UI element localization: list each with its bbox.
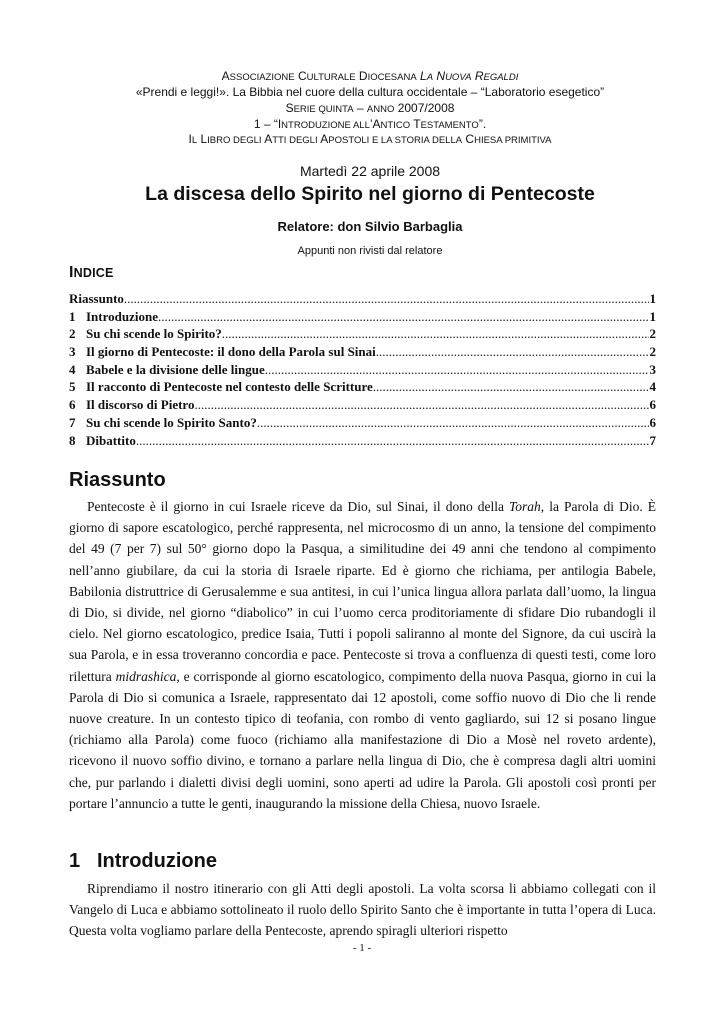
header-line-5: IL LIBRO DEGLI ATTI DEGLI APOSTOLI E LA STORIA DELLA CHIESA PRIMITIVA bbox=[188, 132, 552, 146]
toc-leader-dots bbox=[376, 343, 649, 361]
toc-entry-number: 3 bbox=[69, 344, 76, 360]
toc-leader-dots bbox=[194, 396, 648, 414]
emphasis-torah: Torah bbox=[509, 499, 541, 514]
header-line-3: SERIE QUINTA – ANNO 2007/2008 bbox=[285, 101, 455, 115]
header-line-1: ASSOCIAZIONE CULTURALE DIOCESANA LA NUOVA REGALDI bbox=[221, 69, 519, 83]
toc-entry-number: 8 bbox=[69, 432, 76, 448]
toc-entry[interactable] bbox=[69, 378, 656, 396]
toc-entry-label: Dibattito bbox=[86, 432, 136, 448]
toc-entry-page: 6 bbox=[649, 397, 656, 413]
toc-entry-page: 1 bbox=[649, 291, 656, 306]
toc-entry[interactable] bbox=[69, 325, 656, 343]
toc-entry-page: 6 bbox=[649, 414, 656, 430]
toc-entry-number: 5 bbox=[69, 379, 76, 395]
toc-entry-number: 1 bbox=[69, 308, 76, 324]
toc-entry-label: Il discorso di Pietro bbox=[86, 397, 195, 413]
toc-entry[interactable] bbox=[69, 290, 656, 308]
toc-entry-label: Il racconto di Pentecoste nel contesto delle Scritture bbox=[86, 379, 373, 395]
page-number: - 1 - bbox=[352, 942, 372, 954]
toc-entry[interactable] bbox=[69, 308, 656, 326]
speaker-line: Relatore: don Silvio Barbaglia bbox=[277, 219, 463, 234]
toc-leader-dots bbox=[124, 290, 649, 308]
section-heading-riassunto: Riassunto bbox=[69, 469, 166, 491]
toc-entry[interactable] bbox=[69, 432, 656, 450]
toc-entry-number: 4 bbox=[69, 361, 76, 377]
toc-entry-number: 6 bbox=[69, 397, 76, 413]
notes-disclaimer: Appunti non rivisti dal relatore bbox=[297, 245, 443, 257]
toc-entry-page: 3 bbox=[649, 361, 656, 377]
toc-entry-page: 2 bbox=[649, 326, 656, 342]
toc-entry-label: Su chi scende lo Spirito Santo? bbox=[86, 414, 257, 430]
toc-leader-dots bbox=[158, 308, 649, 326]
toc-entry-label: Introduzione bbox=[86, 308, 158, 324]
emphasis-midrashica: midrashica bbox=[115, 668, 177, 684]
paragraph-introduzione: Riprendiamo il nostro itinerario con gli Atti degli apostoli. La volta scorsa li abbiamo collegati con il Vangelo di Luca e abbiamo sottolineato il ruolo dello Spirito Santo che è importante in tutta l’opera di Luca. Questa volta vogliamo parlare della Pentecoste, aprendo spiragli ulteriori rispetto bbox=[69, 881, 656, 939]
toc-leader-dots bbox=[265, 361, 649, 379]
toc-entry-page: 1 bbox=[649, 308, 656, 324]
toc-entry-label: Su chi scende lo Spirito? bbox=[86, 326, 222, 342]
toc-entry[interactable] bbox=[69, 414, 656, 432]
header-line-4: 1 – “INTRODUZIONE ALL’ANTICO TESTAMENTO”. bbox=[253, 117, 487, 131]
header-line-2: «Prendi e leggi!». La Bibbia nel cuore della cultura occidentale – “Laboratorio esegetico” bbox=[135, 85, 605, 99]
toc-leader-dots bbox=[373, 378, 649, 396]
section-heading-introduzione: 1 Introduzione bbox=[69, 850, 217, 872]
document-title: La discesa dello Spirito nel giorno di Pentecoste bbox=[145, 183, 595, 205]
toc-leader-dots bbox=[257, 414, 649, 432]
lecture-date: Martedì 22 aprile 2008 bbox=[299, 163, 441, 179]
toc-entry-page: 2 bbox=[649, 344, 656, 360]
toc-entry[interactable] bbox=[69, 361, 656, 379]
toc-entry[interactable] bbox=[69, 396, 656, 414]
paragraph-riassunto: Pentecoste è il giorno in cui Israele riceve da Dio, sul Sinai, il dono della Torah, la Parola di Dio. È giorno di sapore escatologico, perché rappresenta, nel microcosmo di un anno, la tensione del compimento del 49 (7 per 7) sul 50° giorno dopo la Pasqua, a similitudine dei 49 anni che tendono al compimento nell’anno giubilare, da cui la storia di Israele riparte. Ed è giorno che richiama, per antilogia Babele, Babilonia distruttrice di Gerusalemme e sua antitesi, in cui l’unica lingua allora parlata dall’uomo, la lingua di Dio, si divide, nel giorno “diabolico” in cui l’uomo cerca proditoriamente di sfidare Dio rubandogli il cielo. Nel giorno escatologico, predice Isaia, Tutti i popoli saliranno al monte del Signore, da cui uscirà la sua Parola, e in essa troveranno concordia e pace. Pentecoste si trova a confluenza di questi testi, come loro rilettura midrashica, e corrisponde al giorno escatologico, compimento della nuova Pasqua, giorno in cui la Parola di Dio si comunica a Israele, rappresentato dai 12 apostoli, come soffio nuovo di Dio che li rende nuove creature. In un contesto tipico di teofania, con rombo di vento gagliardo, sui 12 si posano lingue (richiamo alla Parola) come fuoco (richiamo alla manifestazione di Dio a Mosè nel roveto ardente), ricevono il nuovo soffio divino, e tornano a parlare nella lingua di Dio, che è compresa dagli altri uomini che, pur parlando i dialetti divisi degli uomini, sono aperti ad udire la Parola. Gli apostoli così pronti per portare l’annuncio a tutte le genti, inaugurando la missione della Chiesa, nuovo Israele. bbox=[69, 499, 656, 811]
toc-entry-label: Riassunto bbox=[69, 291, 124, 306]
table-of-contents bbox=[69, 290, 656, 449]
toc-entry-label: Il giorno di Pentecoste: il dono della Parola sul Sinai bbox=[86, 344, 376, 360]
toc-leader-dots bbox=[136, 432, 649, 450]
toc-entry-number: 7 bbox=[69, 414, 76, 430]
toc-entry-number: 2 bbox=[69, 326, 76, 342]
index-heading: INDICE bbox=[69, 264, 114, 281]
toc-entry[interactable] bbox=[69, 343, 656, 361]
toc-entry-page: 4 bbox=[649, 379, 656, 395]
toc-entry-label: Babele e la divisione delle lingue bbox=[86, 361, 265, 377]
toc-leader-dots bbox=[222, 325, 649, 343]
toc-entry-page: 7 bbox=[649, 432, 656, 448]
